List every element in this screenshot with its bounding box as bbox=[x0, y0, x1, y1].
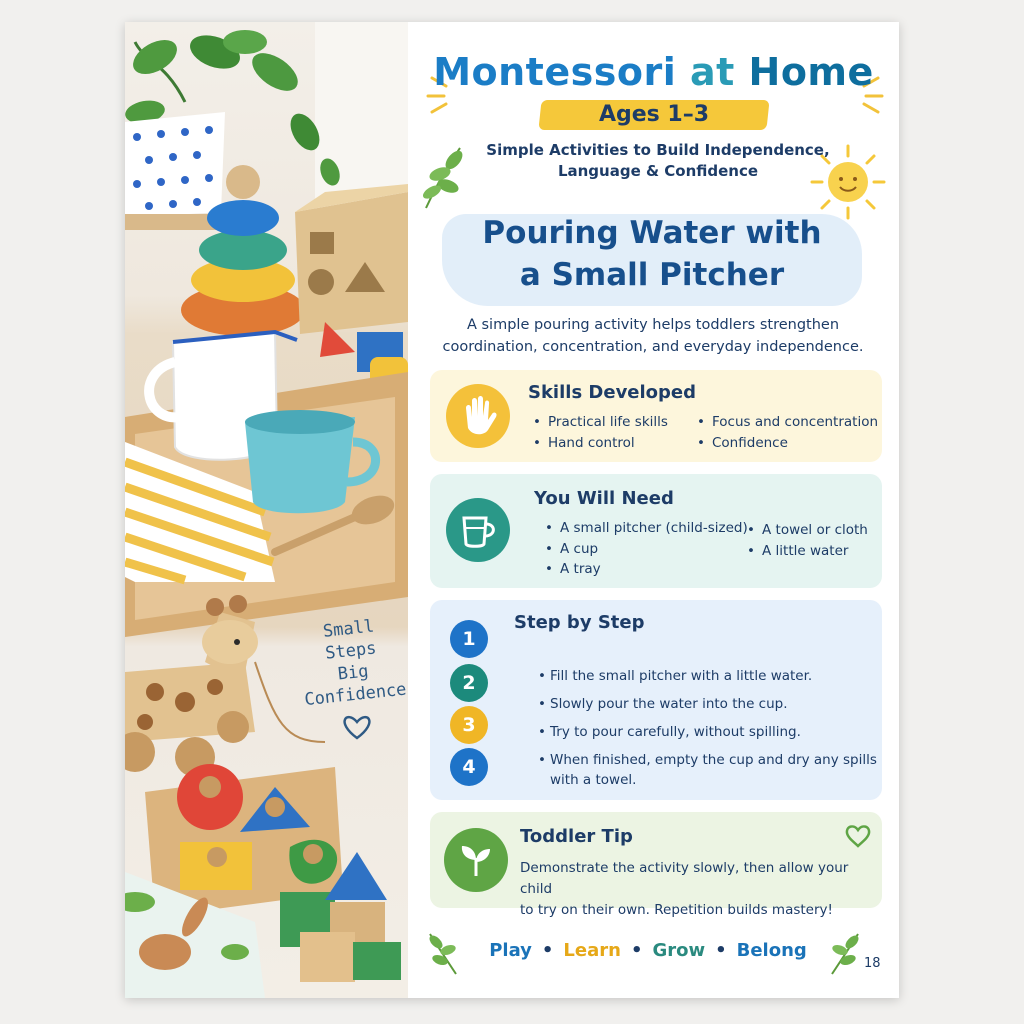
toys-illustration bbox=[125, 22, 408, 998]
steps-heading: Step by Step bbox=[514, 612, 645, 633]
step-number: 4 bbox=[450, 748, 488, 786]
content-column bbox=[408, 22, 899, 998]
sprout-icon bbox=[444, 828, 508, 892]
toys-photo bbox=[125, 22, 408, 998]
skills-list-right bbox=[696, 412, 878, 453]
list-item: • A small pitcher (child-sized) bbox=[544, 518, 748, 539]
leaf-sprig-icon bbox=[824, 928, 864, 978]
skills-list-left bbox=[532, 412, 668, 453]
tip-text: Demonstrate the activity slowly, then allow your child to try on their own. Repetition builds mastery! bbox=[520, 860, 849, 918]
hand-icon bbox=[446, 384, 510, 448]
step-number: 2 bbox=[450, 664, 488, 702]
list-item: • A tray bbox=[544, 559, 748, 580]
list-item: • Slowly pour the water into the cup. bbox=[538, 694, 890, 714]
list-item: • Focus and concentration bbox=[696, 412, 878, 433]
footer-word: Belong bbox=[736, 940, 807, 961]
activity-intro: A simple pouring activity helps toddlers strengthen coordination, concentration, and everyday independence. bbox=[442, 317, 864, 355]
list-item: • Practical life skills bbox=[532, 412, 668, 433]
list-item: • A little water bbox=[746, 541, 868, 562]
page-number: 18 bbox=[864, 956, 881, 971]
tip-heading: Toddler Tip bbox=[520, 826, 633, 847]
list-item: • Try to pour carefully, without spilling. bbox=[538, 722, 890, 742]
list-item: • Hand control bbox=[532, 433, 668, 454]
tip-card bbox=[430, 812, 882, 918]
footer-word: Grow bbox=[652, 940, 706, 961]
skills-heading: Skills Developed bbox=[528, 382, 697, 403]
activity-title: Pouring Water with a Small Pitcher bbox=[482, 215, 822, 293]
materials-card bbox=[430, 474, 882, 588]
steps-card bbox=[430, 600, 882, 800]
list-item: • When finished, empty the cup and dry any spills with a towel. bbox=[538, 750, 890, 790]
leaf-sprig-icon bbox=[418, 142, 468, 212]
materials-heading: You Will Need bbox=[534, 488, 674, 509]
list-item: • A towel or cloth bbox=[746, 520, 868, 541]
page-subtitle: Simple Activities to Build Independence, Language & Confidence bbox=[486, 141, 830, 180]
step-number: 3 bbox=[450, 706, 488, 744]
list-item: • Confidence bbox=[696, 433, 878, 454]
footer-word: Play bbox=[489, 940, 532, 961]
ages-banner bbox=[540, 96, 768, 134]
list-item: • Fill the small pitcher with a little water. bbox=[538, 666, 890, 686]
cup-icon bbox=[446, 498, 510, 562]
ages-label: Ages 1–3 bbox=[598, 102, 710, 127]
step-number: 1 bbox=[450, 620, 488, 658]
heart-icon bbox=[844, 822, 872, 848]
footer-tagline: Play • Learn • Grow • Belong bbox=[489, 940, 807, 961]
footer-word: Learn bbox=[563, 940, 621, 961]
page-title: Montessori at Home bbox=[433, 50, 874, 94]
list-item: • A cup bbox=[544, 539, 748, 560]
skills-card bbox=[430, 370, 882, 462]
page bbox=[125, 22, 899, 998]
photo-caption: Small Steps Big Confidence bbox=[303, 616, 408, 711]
heart-icon bbox=[345, 717, 370, 738]
materials-list-left bbox=[544, 518, 748, 580]
materials-list-right bbox=[746, 520, 868, 561]
